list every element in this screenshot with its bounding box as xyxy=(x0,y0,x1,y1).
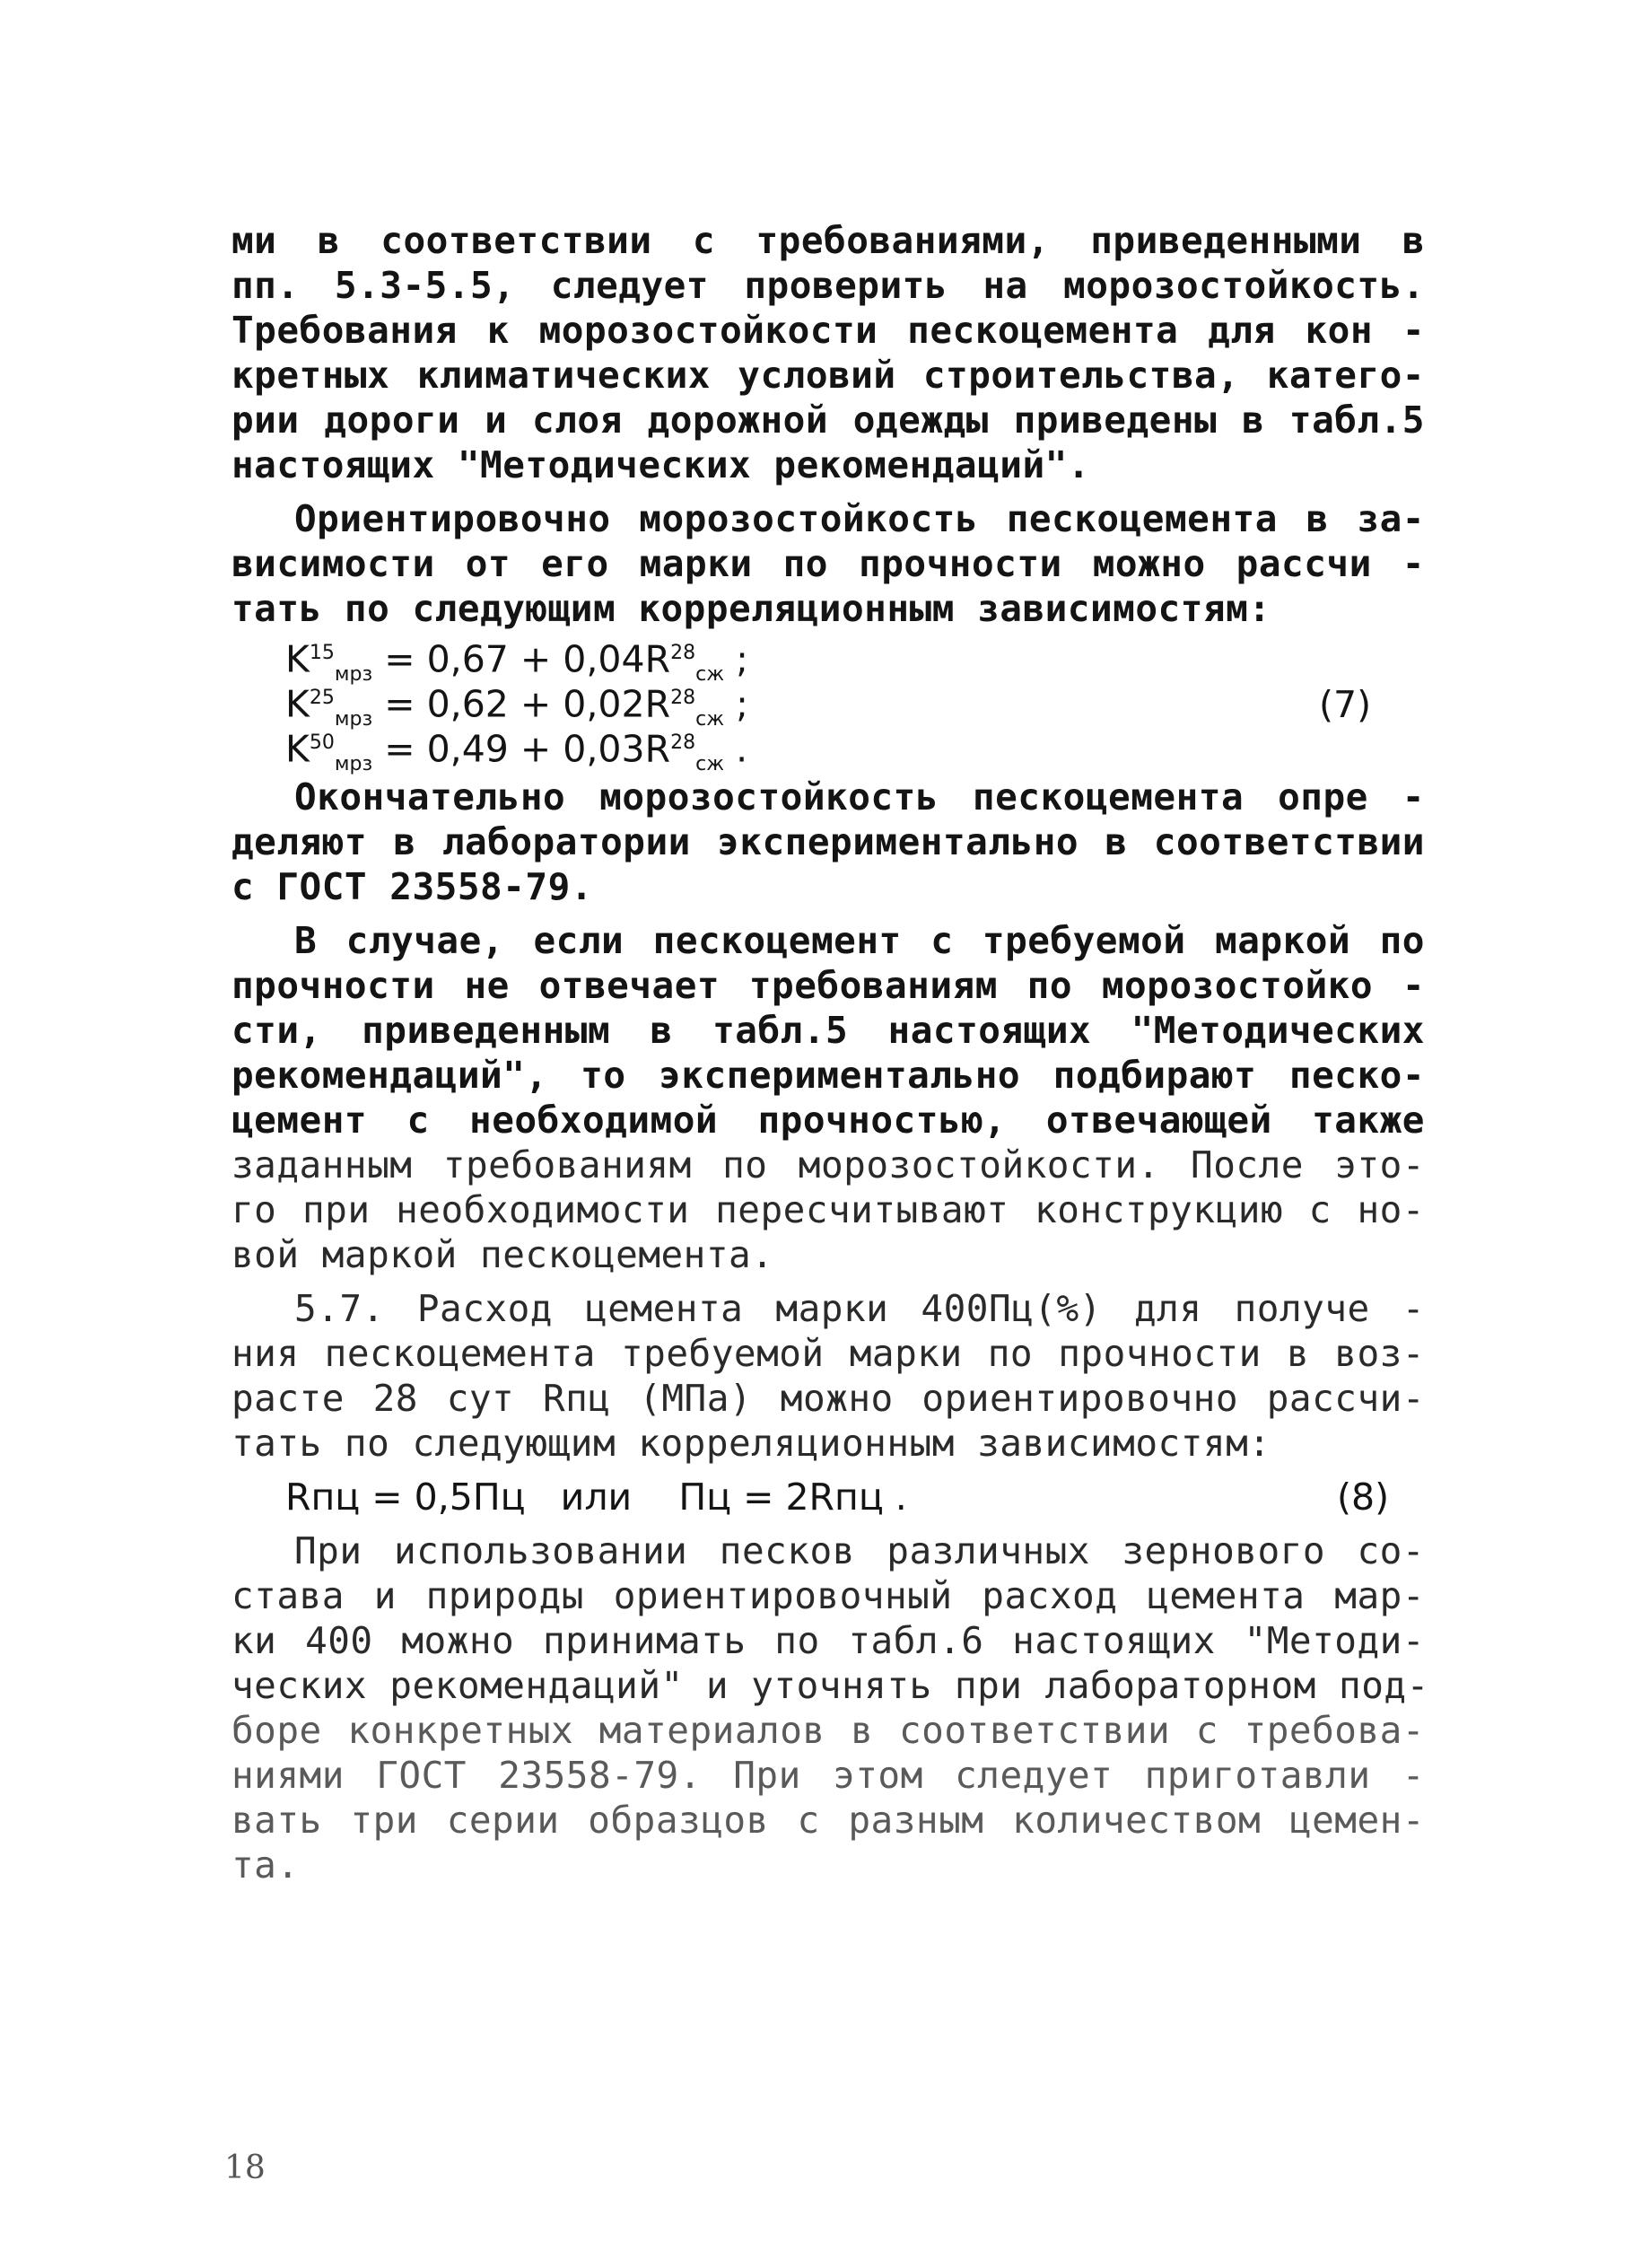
text-line: Окончательно морозостойкость пескоцемента опре - xyxy=(294,775,1425,819)
text-line: вать три серии образцов с разным количеством цемен- xyxy=(231,1799,1425,1842)
text-line: кретных климатических условий строительства, катего- xyxy=(231,354,1425,397)
text-line: рии дороги и слоя дорожной одежды приведены в табл.5 xyxy=(231,398,1425,442)
text-line: При использовании песков различных зернового со- xyxy=(294,1529,1425,1572)
equation-number: (8) xyxy=(1337,1476,1390,1519)
text-line: тать по следующим корреляционным зависимостям: xyxy=(231,587,1271,630)
text-line: заданным требованиям по морозостойкости. После это- xyxy=(231,1143,1425,1187)
text-line: става и природы ориентировочный расход цемента мар- xyxy=(231,1574,1425,1617)
text-line: ческих рекомендаций" и уточнять при лабораторном под- xyxy=(231,1664,1429,1707)
text-line: расте 28 сут Rпц (МПа) можно ориентировочно рассчи- xyxy=(231,1377,1425,1420)
text-line: настоящих "Методических рекомендаций". xyxy=(231,443,1090,486)
text-line: го при необходимости пересчитывают конструкцию с но- xyxy=(231,1188,1425,1231)
text-line: боре конкретных материалов в соответствии с требова- xyxy=(231,1709,1425,1752)
text-line: та. xyxy=(231,1843,300,1887)
formula-line: $K^{15}_{мрз} = 0,67 + 0,04R^{28}_{сж}$ ; xyxy=(285,637,748,686)
text-line: вой маркой пескоцемента. xyxy=(231,1233,774,1276)
text-line: ки 400 можно принимать по табл.6 настоящих "Методи- xyxy=(231,1619,1425,1662)
text-line: пп. 5.3-5.5, следует проверить на морозостойкость. xyxy=(231,264,1425,307)
text-line: сти, приведенным в табл.5 настоящих "Методических xyxy=(231,1009,1425,1052)
text-line: с ГОСТ 23558-79. xyxy=(231,865,593,908)
formula-line: $K^{25}_{мрз} = 0,62 + 0,02R^{28}_{сж}$ ; xyxy=(285,682,748,731)
text-line: деляют в лаборатории экспериментально в соответствии xyxy=(231,820,1425,863)
text-line: Требования к морозостойкости пескоцемента для кон - xyxy=(231,309,1425,352)
text-line: висимости от его марки по прочности можно рассчи - xyxy=(231,542,1425,585)
formula-line: $K^{50}_{мрз} = 0,49 + 0,03R^{28}_{сж}$ . xyxy=(285,727,748,775)
formula-line: Rпц = 0,5Пц или Пц = 2Rпц . xyxy=(285,1476,907,1519)
text-line: 5.7. Расход цемента марки 400Пц(%) для получе - xyxy=(294,1287,1425,1330)
text-line: рекомендаций", то экспериментально подбирают песко- xyxy=(231,1054,1425,1097)
text-line: ниями ГОСТ 23558-79. При этом следует приготавли - xyxy=(231,1754,1425,1797)
page-number: 18 xyxy=(224,2150,266,2186)
text-line: прочности не отвечает требованиям по морозостойко - xyxy=(231,964,1425,1007)
text-line: Ориентировочно морозостойкость пескоцемента в за- xyxy=(294,497,1425,540)
text-line: В случае, если пескоцемент с требуемой маркой по xyxy=(294,919,1425,962)
text-line: цемент с необходимой прочностью, отвечающей также xyxy=(231,1099,1425,1142)
text-line: ния пескоцемента требуемой марки по прочности в воз- xyxy=(231,1332,1425,1375)
equation-number: (7) xyxy=(1319,683,1372,726)
text-line: тать по следующим корреляционным зависимостям: xyxy=(231,1422,1271,1465)
text-line: ми в соответствии с требованиями, приведенными в xyxy=(231,219,1425,262)
